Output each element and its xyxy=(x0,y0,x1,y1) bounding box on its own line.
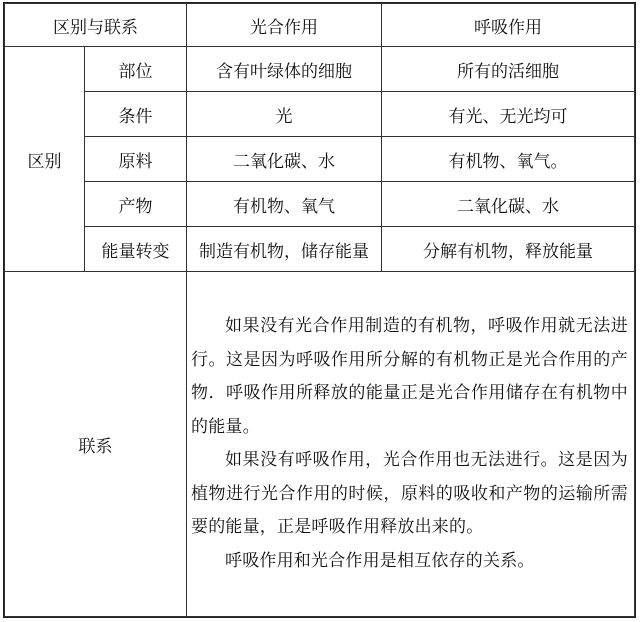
relation-paragraph: 呼吸作用和光合作用是相互依存的关系。 xyxy=(225,550,535,571)
photosynthesis-cell: 制造有机物，储存能量 xyxy=(187,227,382,272)
photosynthesis-cell: 二氧化碳、水 xyxy=(187,137,382,182)
aspect-cell: 能量转变 xyxy=(85,227,187,272)
respiration-cell: 所有的活细胞 xyxy=(382,47,635,92)
photosynthesis-cell: 含有叶绿体的细胞 xyxy=(187,47,382,92)
header-respiration: 呼吸作用 xyxy=(382,4,635,47)
table-row xyxy=(5,137,635,182)
comparison-table xyxy=(4,3,635,617)
difference-group-label: 区别 xyxy=(5,47,85,272)
aspect-cell: 条件 xyxy=(85,92,187,137)
header-photosynthesis: 光合作用 xyxy=(187,4,382,47)
table-row xyxy=(5,92,635,137)
relation-paragraph: 如果没有呼吸作用，光合作用也无法进行。这是因为植物进行光合作用的时候，原料的吸收和产物的运输所需要的能量，正是呼吸作用释放出来的。 xyxy=(191,450,628,537)
aspect-cell: 产物 xyxy=(85,182,187,227)
respiration-cell: 有机物、氧气。 xyxy=(382,137,635,182)
relation-label: 联系 xyxy=(5,272,187,617)
respiration-cell: 分解有机物，释放能量 xyxy=(382,227,635,272)
header-row xyxy=(5,4,635,47)
photosynthesis-cell: 光 xyxy=(187,92,382,137)
respiration-cell: 二氧化碳、水 xyxy=(382,182,635,227)
table-row xyxy=(5,47,635,92)
relation-row xyxy=(5,272,635,617)
header-distinction-relation: 区别与联系 xyxy=(5,4,187,47)
respiration-cell: 有光、无光均可 xyxy=(382,92,635,137)
relation-paragraph: 如果没有光合作用制造的有机物，呼吸作用就无法进行。这是因为呼吸作用所分解的有机物正是光合作用的产物．呼吸作用所释放的能量正是光合作用储存在有机物中的能量。 xyxy=(191,316,628,437)
aspect-cell: 原料 xyxy=(85,137,187,182)
table-row xyxy=(5,182,635,227)
table-row xyxy=(5,227,635,272)
photosynthesis-cell: 有机物、氧气 xyxy=(187,182,382,227)
relation-text-cell xyxy=(187,272,635,617)
aspect-cell: 部位 xyxy=(85,47,187,92)
comparison-table-container xyxy=(3,2,636,618)
